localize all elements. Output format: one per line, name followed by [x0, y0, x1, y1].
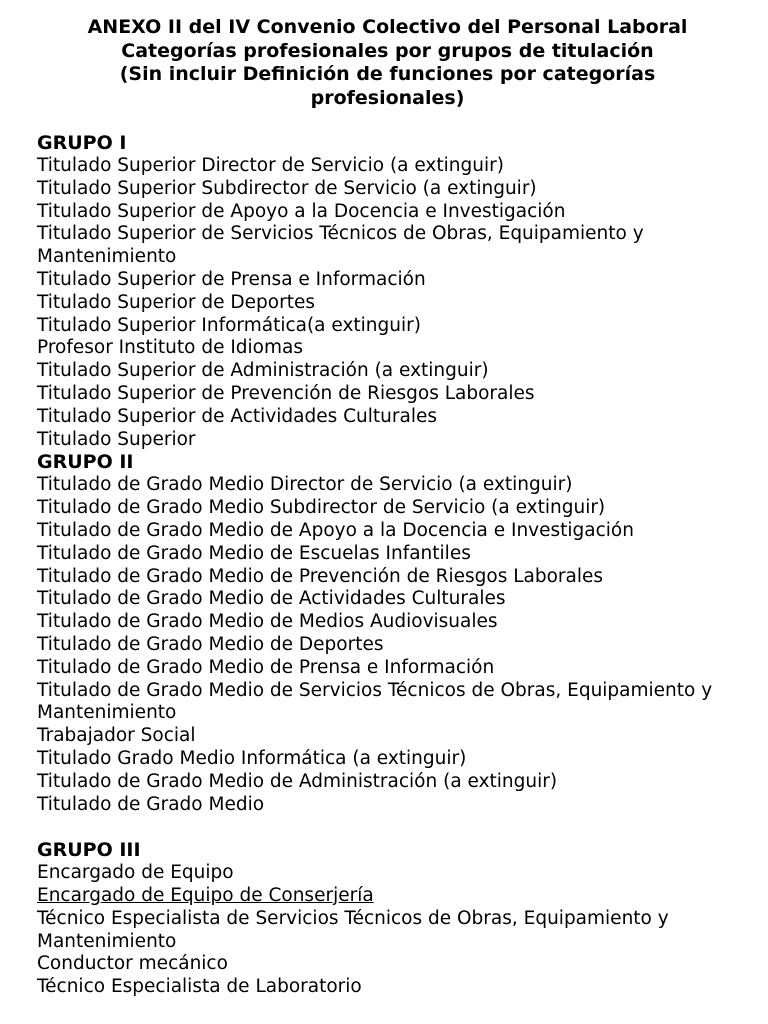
list-item: Titulado de Grado Medio de Actividades Culturales — [37, 588, 506, 610]
title-line: (Sin incluir Definición de funciones por categorías — [119, 63, 656, 85]
title-line: Categorías profesionales por grupos de titulación — [121, 39, 654, 62]
list-item: Titulado de Grado Medio — [37, 793, 265, 815]
list-item: Titulado Superior de Apoyo a la Docencia e Investigación — [37, 200, 566, 222]
list-item: Titulado de Grado Medio de Deportes — [37, 633, 384, 655]
list-item: Titulado de Grado Medio de Administración (a extinguir) — [37, 770, 558, 792]
list-item: Titulado Superior de Servicios Técnicos de Obras, Equipamiento y Mantenimiento — [37, 223, 644, 268]
list-item: Técnico Especialista de Servicios Técnicos de Obras, Equipamiento y Mantenimiento — [37, 907, 669, 952]
group-heading: GRUPO I — [37, 132, 127, 154]
list-item: Encargado de Equipo — [37, 862, 234, 884]
list-item: Titulado Superior Subdirector de Servicio (a extinguir) — [37, 177, 537, 199]
list-item: Titulado Superior Director de Servicio (a extinguir) — [37, 155, 504, 176]
list-item: Titulado Superior de Deportes — [37, 291, 315, 313]
list-item: Técnico Especialista de Laboratorio — [37, 976, 362, 998]
list-item: Trabajador Social — [37, 725, 196, 747]
list-item: Titulado de Grado Medio de Prensa e Información — [37, 656, 495, 678]
list-item: Titulado de Grado Medio de Escuelas Infantiles — [37, 542, 471, 564]
group-2 — [37, 451, 738, 816]
group-heading: GRUPO II — [37, 451, 134, 474]
list-item: Titulado Superior de Administración (a extinguir) — [37, 360, 489, 382]
group-3 — [37, 839, 738, 999]
list-item: Titulado de Grado Medio Subdirector de Servicio (a extinguir) — [37, 497, 606, 519]
group-heading: GRUPO III — [37, 839, 141, 862]
list-item: Titulado de Grado Medio de Medios Audiovisuales — [37, 611, 498, 633]
list-item: Titulado Superior Informática(a extinguir) — [37, 314, 421, 336]
list-item: Conductor mecánico — [37, 953, 228, 975]
group-1 — [37, 132, 738, 451]
list-item: Titulado de Grado Medio de Apoyo a la Docencia e Investigación — [37, 519, 634, 541]
list-item: Titulado Grado Medio Informática (a extinguir) — [37, 747, 467, 769]
document-title — [37, 16, 738, 110]
list-item: Titulado Superior de Prensa e Información — [37, 268, 426, 290]
list-item: Titulado de Grado Medio de Servicios Técnicos de Obras, Equipamiento y Mantenimiento — [37, 679, 713, 724]
list-item: Titulado de Grado Medio Director de Servicio (a extinguir) — [37, 474, 573, 496]
section-spacer — [37, 816, 738, 839]
title-line: ANEXO II del IV Convenio Colectivo del Personal Laboral — [87, 16, 688, 38]
list-item: Profesor Instituto de Idiomas — [37, 337, 303, 359]
title-line: profesionales) — [310, 86, 465, 109]
list-item: Titulado Superior — [37, 428, 196, 450]
list-item: Titulado Superior de Prevención de Riesgos Laborales — [37, 382, 535, 404]
list-item: Titulado Superior de Actividades Culturales — [37, 405, 437, 427]
list-item-underlined: Encargado de Equipo de Conserjería — [37, 884, 374, 906]
list-item: Titulado de Grado Medio de Prevención de Riesgos Laborales — [37, 565, 604, 587]
